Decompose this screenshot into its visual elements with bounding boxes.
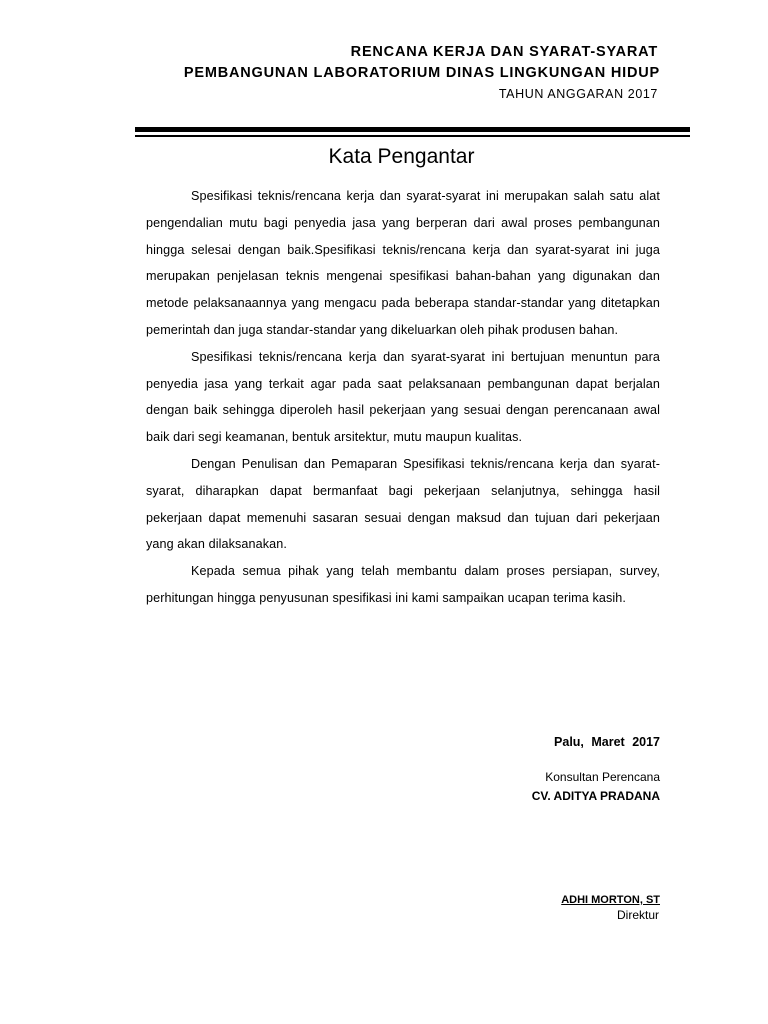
paragraph-4: Kepada semua pihak yang telah membantu dalam proses persiapan, survey, perhitungan hingga penyusunan spesifikasi ini kami sampaikan ucapan terima kasih. xyxy=(146,564,660,605)
signature-block xyxy=(532,768,660,806)
foreword-body xyxy=(146,183,660,612)
signatory-name: ADHI MORTON, ST xyxy=(561,894,660,906)
signature-role: Konsultan Perencana xyxy=(545,770,660,784)
header-title-line-1: RENCANA KERJA DAN SYARAT-SYARAT xyxy=(350,44,658,60)
signature-company: CV. ADITYA PRADANA xyxy=(531,789,660,803)
document-header xyxy=(184,42,658,103)
header-title-line-2: PEMBANGUNAN LABORATORIUM DINAS LINGKUNGAN HIDUP xyxy=(183,65,660,81)
signature-place-date: Palu, Maret 2017 xyxy=(554,735,660,749)
paragraph-1: Spesifikasi teknis/rencana kerja dan syarat-syarat ini merupakan salah satu alat pengendalian mutu bagi penyedia jasa yang berperan dari awal proses pembangunan hingga selesai dengan baik.Spesifikasi teknis/rencana kerja dan syarat-syarat ini juga merupakan penjelasan teknis mengenai spesifikasi bahan-bahan yang digunakan dan metode pelaksanaannya yang mengacu pada beberapa standar-standar yang ditetapkan pemerintah dan juga standar-standar yang dikeluarkan oleh pihak produsen bahan. xyxy=(146,189,660,337)
header-fiscal-year: TAHUN ANGGARAN 2017 xyxy=(498,87,658,101)
signatory-position: Direktur xyxy=(616,908,659,922)
paragraph-2: Spesifikasi teknis/rencana kerja dan syarat-syarat ini bertujuan menuntun para penyedia jasa yang terkait agar pada saat pelaksanaan pembangunan dapat berjalan dengan baik sehingga diperoleh hasil pekerjaan yang sesuai dengan perencanaan awal baik dari segi keamanan, bentuk arsitektur, mutu maupun kualitas. xyxy=(146,349,660,445)
page-title: Kata Pengantar xyxy=(328,145,475,168)
paragraph-3: Dengan Penulisan dan Pemaparan Spesifikasi teknis/rencana kerja dan syarat-syarat, diharapkan dapat bermanfaat bagi pekerjaan selanjutnya, sehingga hasil pekerjaan dapat memenuhi sasaran sesuai dengan maksud dan tujuan dari pekerjaan yang akan dilaksanakan. xyxy=(146,456,660,552)
header-divider-thick xyxy=(135,127,690,132)
header-divider-thin xyxy=(135,135,690,137)
